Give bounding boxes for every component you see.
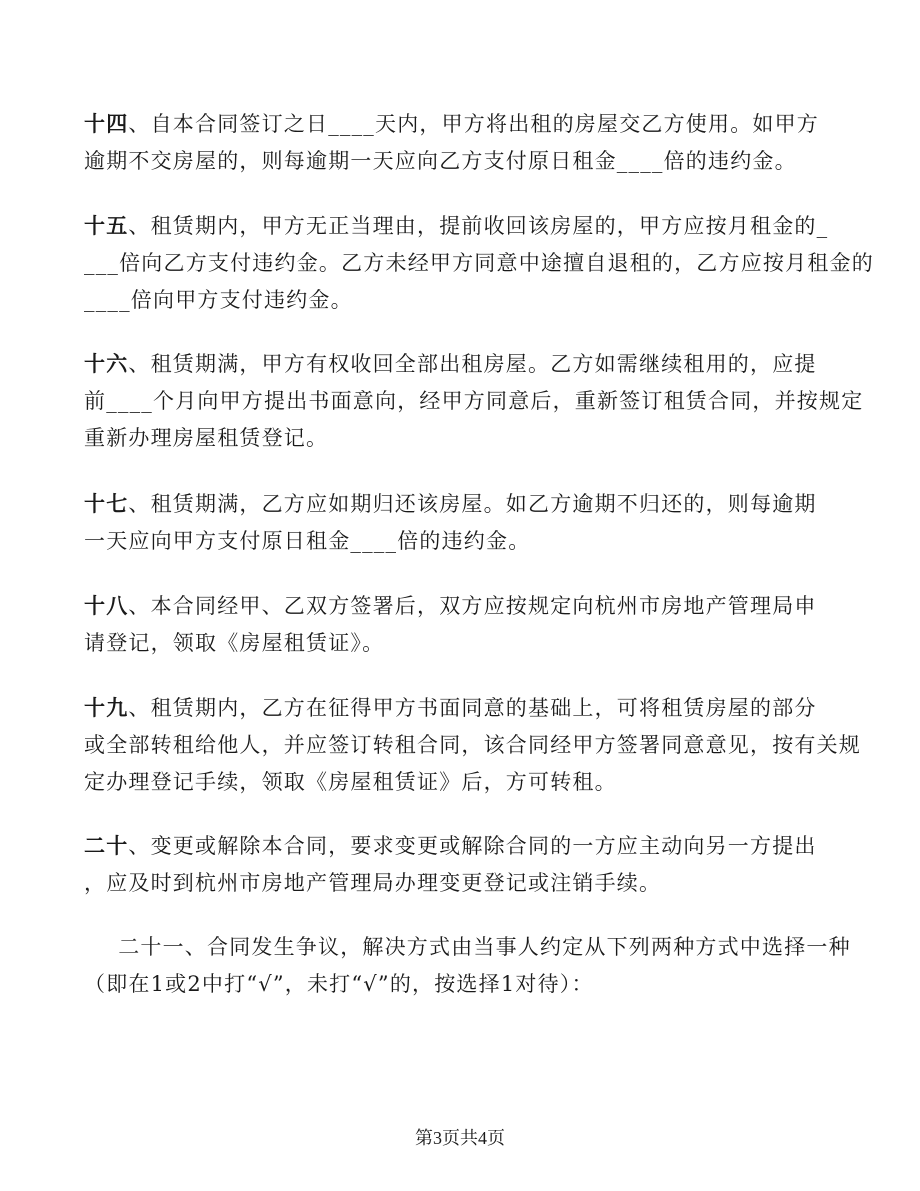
clause-15 bbox=[84, 207, 874, 319]
clause-16 bbox=[84, 345, 864, 457]
clause-line: 二十一、合同发生争议，解决方式由当事人约定从下列两种方式中选择一种 bbox=[96, 935, 851, 959]
clause-19 bbox=[84, 689, 861, 801]
clause-line: 十四、自本合同签订之日____天内，甲方将出租的房屋交乙方使用。如甲方 bbox=[84, 111, 820, 136]
clause-number: 二十 bbox=[84, 833, 129, 858]
clause-line: 前____个月向甲方提出书面意向，经甲方同意后，重新签订租赁合同，并按规定 bbox=[84, 389, 864, 413]
clause-17 bbox=[84, 485, 836, 560]
clause-line: 十五、租赁期内，甲方无正当理由，提前收回该房屋的，甲方应按月租金的_ bbox=[84, 213, 829, 238]
clause-number: 十九 bbox=[84, 695, 129, 720]
clause-line: 逾期不交房屋的，则每逾期一天应向乙方支付原日租金____倍的违约金。 bbox=[84, 149, 797, 173]
clause-line: ___倍向乙方支付违约金。乙方未经甲方同意中途擅自退租的，乙方应按月租金的 bbox=[84, 251, 874, 275]
clause-line: 十八、本合同经甲、乙双方签署后，双方应按规定向杭州市房地产管理局申 bbox=[84, 593, 817, 618]
clause-number: 十五 bbox=[84, 213, 129, 238]
clause-number: 十七 bbox=[84, 491, 129, 516]
clause-line: 请登记，领取《房屋租赁证》。 bbox=[84, 631, 385, 655]
page-number: 第3页共4页 bbox=[415, 1128, 505, 1148]
clause-20 bbox=[84, 827, 836, 902]
clause-line: ____倍向甲方支付违约金。 bbox=[84, 288, 353, 312]
clause-line: 十六、租赁期满，甲方有权收回全部出租房屋。乙方如需继续租用的，应提 bbox=[84, 351, 817, 376]
clause-line: 一天应向甲方支付原日租金____倍的违约金。 bbox=[84, 529, 531, 553]
clause-line: 定办理登记手续，领取《房屋租赁证》后，方可转租。 bbox=[84, 770, 617, 794]
clause-number: 十四 bbox=[84, 111, 129, 136]
clause-number: 十八 bbox=[84, 593, 129, 618]
clause-number: 十六 bbox=[84, 351, 129, 376]
clause-line: 十七、租赁期满，乙方应如期归还该房屋。如乙方逾期不归还的，则每逾期 bbox=[84, 491, 817, 516]
clause-21 bbox=[84, 929, 851, 1003]
clause-line: 或全部转租给他人，并应签订转租合同，该合同经甲方签署同意意见，按有关规 bbox=[84, 733, 861, 757]
clause-line: 十九、租赁期内，乙方在征得甲方书面同意的基础上，可将租赁房屋的部分 bbox=[84, 695, 817, 720]
clause-18 bbox=[84, 587, 836, 662]
clause-line: （即在1或2中打“√”，未打“√”的，按选择1对待）： bbox=[84, 972, 594, 996]
clause-line: ，应及时到杭州市房地产管理局办理变更登记或注销手续。 bbox=[84, 871, 662, 895]
clause-line: 重新办理房屋租赁登记。 bbox=[84, 426, 329, 450]
clause-14 bbox=[84, 105, 836, 180]
clause-line: 二十、变更或解除本合同，要求变更或解除合同的一方应主动向另一方提出 bbox=[84, 833, 817, 858]
